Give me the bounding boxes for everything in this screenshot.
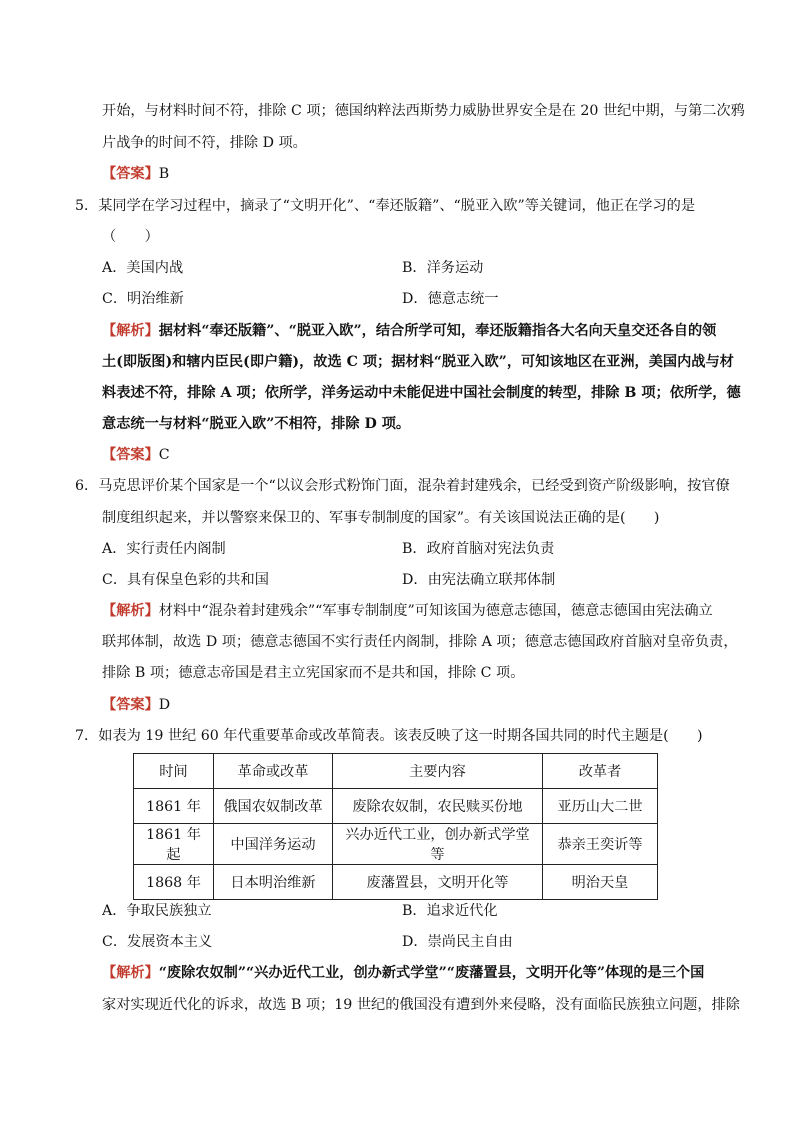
analysis-text: 片战争的时间不符，排除 D 项。 [102, 135, 307, 151]
analysis-text: 料表述不符，排除 A 项；依所学，洋务运动中未能促进中国社会制度的转型，排除 B 项；依所学，德 [102, 385, 741, 401]
answer-value: B [158, 166, 170, 182]
answer-tag: 【答案】 [102, 447, 159, 463]
analysis-text: 材料中“混杂着封建残余”“军事专制制度”可知该国为德意志德国，德意志德国由宪法确立 [158, 603, 713, 619]
table-cell: 恭亲王奕䜣等 [543, 824, 658, 865]
table-header-cell: 主要内容 [333, 754, 543, 789]
answer-value: D [158, 697, 171, 713]
answer-line [102, 445, 170, 465]
answer-line [102, 164, 169, 184]
question-stem: （ ） [102, 229, 159, 245]
table-header-cell: 革命或改革 [214, 754, 333, 789]
table-cell: 兴办近代工业，创办新式学堂等 [333, 824, 543, 865]
reform-table [133, 753, 658, 900]
option-d: D．崇尚民主自由 [402, 934, 513, 950]
table-cell: 俄国农奴制改革 [214, 789, 333, 824]
option-b: B．追求近代化 [402, 903, 498, 919]
analysis-tag: 【解析】 [102, 965, 159, 981]
table-header-cell: 时间 [134, 754, 214, 789]
analysis-text: 排除 B 项；德意志帝国是君主立宪国家而不是共和国，排除 C 项。 [102, 665, 525, 681]
table-row [134, 824, 658, 865]
question-stem: 马克思评价某个国家是一个“以议会形式粉饰门面，混杂着封建残余，已经受到资产阶级影响，按官僚 [98, 478, 730, 494]
question-stem: 如表为 19 世纪 60 年代重要革命或改革简表。该表反映了这一时期各国共同的时代主题是( ) [98, 728, 703, 744]
table-header-row [134, 754, 658, 789]
table-cell: 中国洋务运动 [214, 824, 333, 865]
analysis-text: 联邦体制，故选 D 项；德意志德国不实行责任内阁制，排除 A 项；德意志德国政府首脑对皇帝负责， [102, 634, 738, 650]
question-7 [75, 726, 703, 746]
option-c: C．发展资本主义 [102, 934, 213, 950]
question-stem: 某同学在学习过程中，摘录了“文明开化”、“奉还版籍”、“脱亚入欧”等关键词，他正在学习的是 [98, 198, 696, 214]
analysis-text: 据材料“奉还版籍”、“脱亚入欧”，结合所学可知，奉还版籍指各大名向天皇交还各自的领 [158, 323, 717, 339]
option-a: A．美国内战 [102, 260, 184, 276]
table-header-cell: 改革者 [543, 754, 658, 789]
option-b: B．洋务运动 [402, 260, 484, 276]
answer-tag: 【答案】 [102, 697, 159, 713]
option-a: A．争取民族独立 [102, 903, 212, 919]
answer-line [102, 695, 170, 715]
question-number: 6． [75, 478, 99, 494]
analysis-text: 开始，与材料时间不符，排除 C 项；德国纳粹法西斯势力威胁世界安全是在 20 世纪中期，与第二次鸦 [102, 103, 745, 119]
table-cell: 废除农奴制，农民赎买份地 [333, 789, 543, 824]
analysis-block [102, 601, 713, 621]
analysis-text: “废除农奴制”“兴办近代工业，创办新式学堂”“废藩置县，文明开化等”体现的是三个国 [158, 965, 705, 981]
table-cell: 废藩置县，文明开化等 [333, 865, 543, 900]
analysis-block [102, 963, 704, 983]
question-number: 5． [75, 198, 99, 214]
analysis-tag: 【解析】 [102, 323, 159, 339]
answer-tag: 【答案】 [102, 166, 159, 182]
table-cell: 亚历山大二世 [543, 789, 658, 824]
table-row [134, 789, 658, 824]
option-c: C．明治维新 [102, 291, 184, 307]
analysis-tag: 【解析】 [102, 603, 159, 619]
table-cell: 日本明治维新 [214, 865, 333, 900]
analysis-text: 意志统一与材料“脱亚入欧”不相符，排除 D 项。 [102, 416, 411, 432]
table-cell: 1861 年 [134, 789, 214, 824]
option-b: B．政府首脑对宪法负责 [402, 541, 555, 557]
question-stem: 制度组织起来，并以警察来保卫的、军事专制制度的国家”。有关该国说法正确的是( ) [102, 510, 660, 526]
analysis-block [102, 321, 716, 341]
analysis-text: 土(即版图)和辖内臣民(即户籍)，故选 C 项；据材料“脱亚入欧”，可知该地区在亚洲，美国内战与材 [102, 354, 734, 370]
table-row [134, 865, 658, 900]
table-cell: 1868 年 [134, 865, 214, 900]
option-d: D．由宪法确立联邦体制 [402, 572, 556, 588]
question-5 [75, 196, 695, 216]
option-d: D．德意志统一 [402, 291, 499, 307]
answer-value: C [158, 447, 170, 463]
option-c: C．具有保皇色彩的共和国 [102, 572, 269, 588]
question-number: 7． [75, 728, 99, 744]
table-cell: 1861 年起 [134, 824, 214, 865]
analysis-text: 家对实现近代化的诉求，故选 B 项；19 世纪的俄国没有遭到外来侵略，没有面临民族独立问题，排除 [102, 997, 740, 1013]
option-a: A．实行责任内阁制 [102, 541, 226, 557]
table-cell: 明治天皇 [543, 865, 658, 900]
question-6 [75, 476, 730, 496]
